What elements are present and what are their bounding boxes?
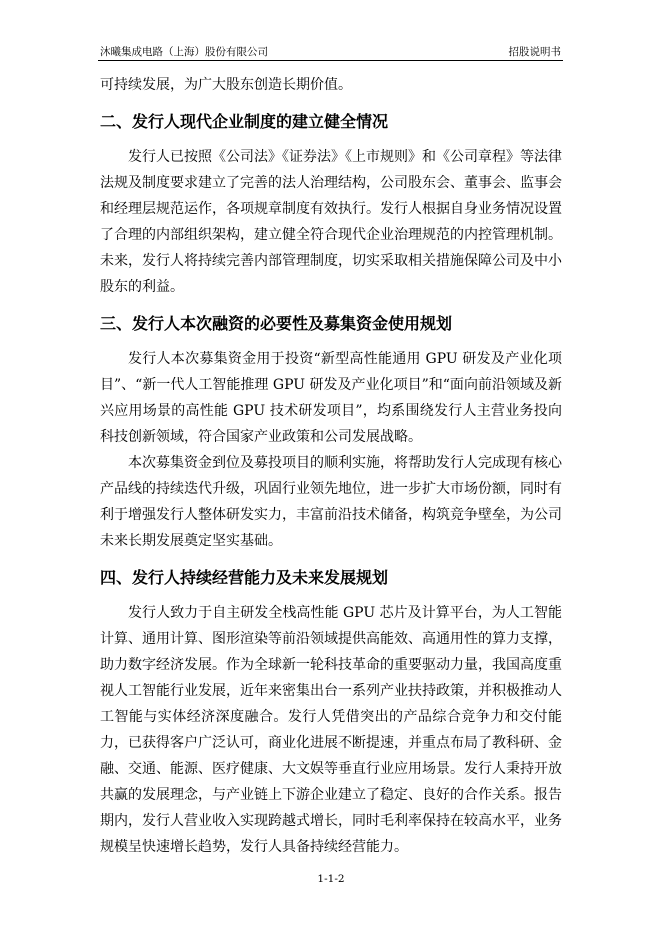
page-number: 1-1-2 xyxy=(317,873,345,885)
paragraph-financing-impact: 本次募集资金到位及募投项目的顺利实施，将帮助发行人完成现有核心产品线的持续迭代升级，巩固行业领先地位，进一步扩大市场份额，同时有利于增强发行人整体研发实力，丰富前沿技术储备，构筑竞争壁垒，为公司未来长期发展奠定坚实基础。 xyxy=(100,455,562,549)
header-company-name: 沐曦集成电路（上海）股份有限公司 xyxy=(100,46,268,58)
section-heading-sustainability: 四、发行人持续经营能力及未来发展规划 xyxy=(100,568,389,587)
section-heading-governance: 二、发行人现代企业制度的建立健全情况 xyxy=(100,112,389,131)
section-heading-financing: 三、发行人本次融资的必要性及募集资金使用规划 xyxy=(100,314,453,333)
paragraph-sustainability: 发行人致力于自主研发全栈高性能 GPU 芯片及计算平台，为人工智能计算、通用计算、图形渲染等前沿领域提供高能效、高通用性的算力支撑，助力数字经济发展。作为全球新一轮科技革命的重要驱动力量，我国高度重视人工智能行业发展，近年来密集出台一系列产业扶持政策，并积极推动人工智能与实体经济深度融合。发行人凭借突出的产品综合竞争力和交付能力，已获得客户广泛认可，商业化进展不断提速，并重点布局了教科研、金融、交通、能源、医疗健康、大文娱等垂直行业应用场景。发行人秉持开放共赢的发展理念，与产业链上下游企业建立了稳定、良好的合作关系。报告期内，发行人营业收入实现跨越式增长，同时毛利率保持在较高水平，业务规模呈快速增长趋势，发行人具备持续经营能力。 xyxy=(100,605,562,855)
paragraph-financing-projects: 发行人本次募集资金用于投资“新型高性能通用 GPU 研发及产业化项目”、“新一代人工智能推理 GPU 研发及产业化项目”和“面向前沿领域及新兴应用场景的高性能 GPU 技术研发项目”，均系围绕发行人主营业务投向科技创新领域，符合国家产业政策和公司发展战略。 xyxy=(100,351,562,445)
page-header xyxy=(98,42,563,61)
continued-paragraph: 可持续发展，为广大股东创造长期价值。 xyxy=(100,77,352,93)
paragraph-governance: 发行人已按照《公司法》《证券法》《上市规则》和《公司章程》等法律法规及制度要求建立了完善的法人治理结构，公司股东会、董事会、监事会和经理层规范运作，各项规章制度有效执行。发行人根据自身业务情况设置了合理的内部组织架构，建立健全符合现代企业治理规范的内控管理机制。未来，发行人将持续完善内部管理制度，切实采取相关措施保障公司及中小股东的利益。 xyxy=(100,149,562,295)
document-body xyxy=(100,72,562,860)
header-document-type: 招股说明书 xyxy=(508,46,561,58)
